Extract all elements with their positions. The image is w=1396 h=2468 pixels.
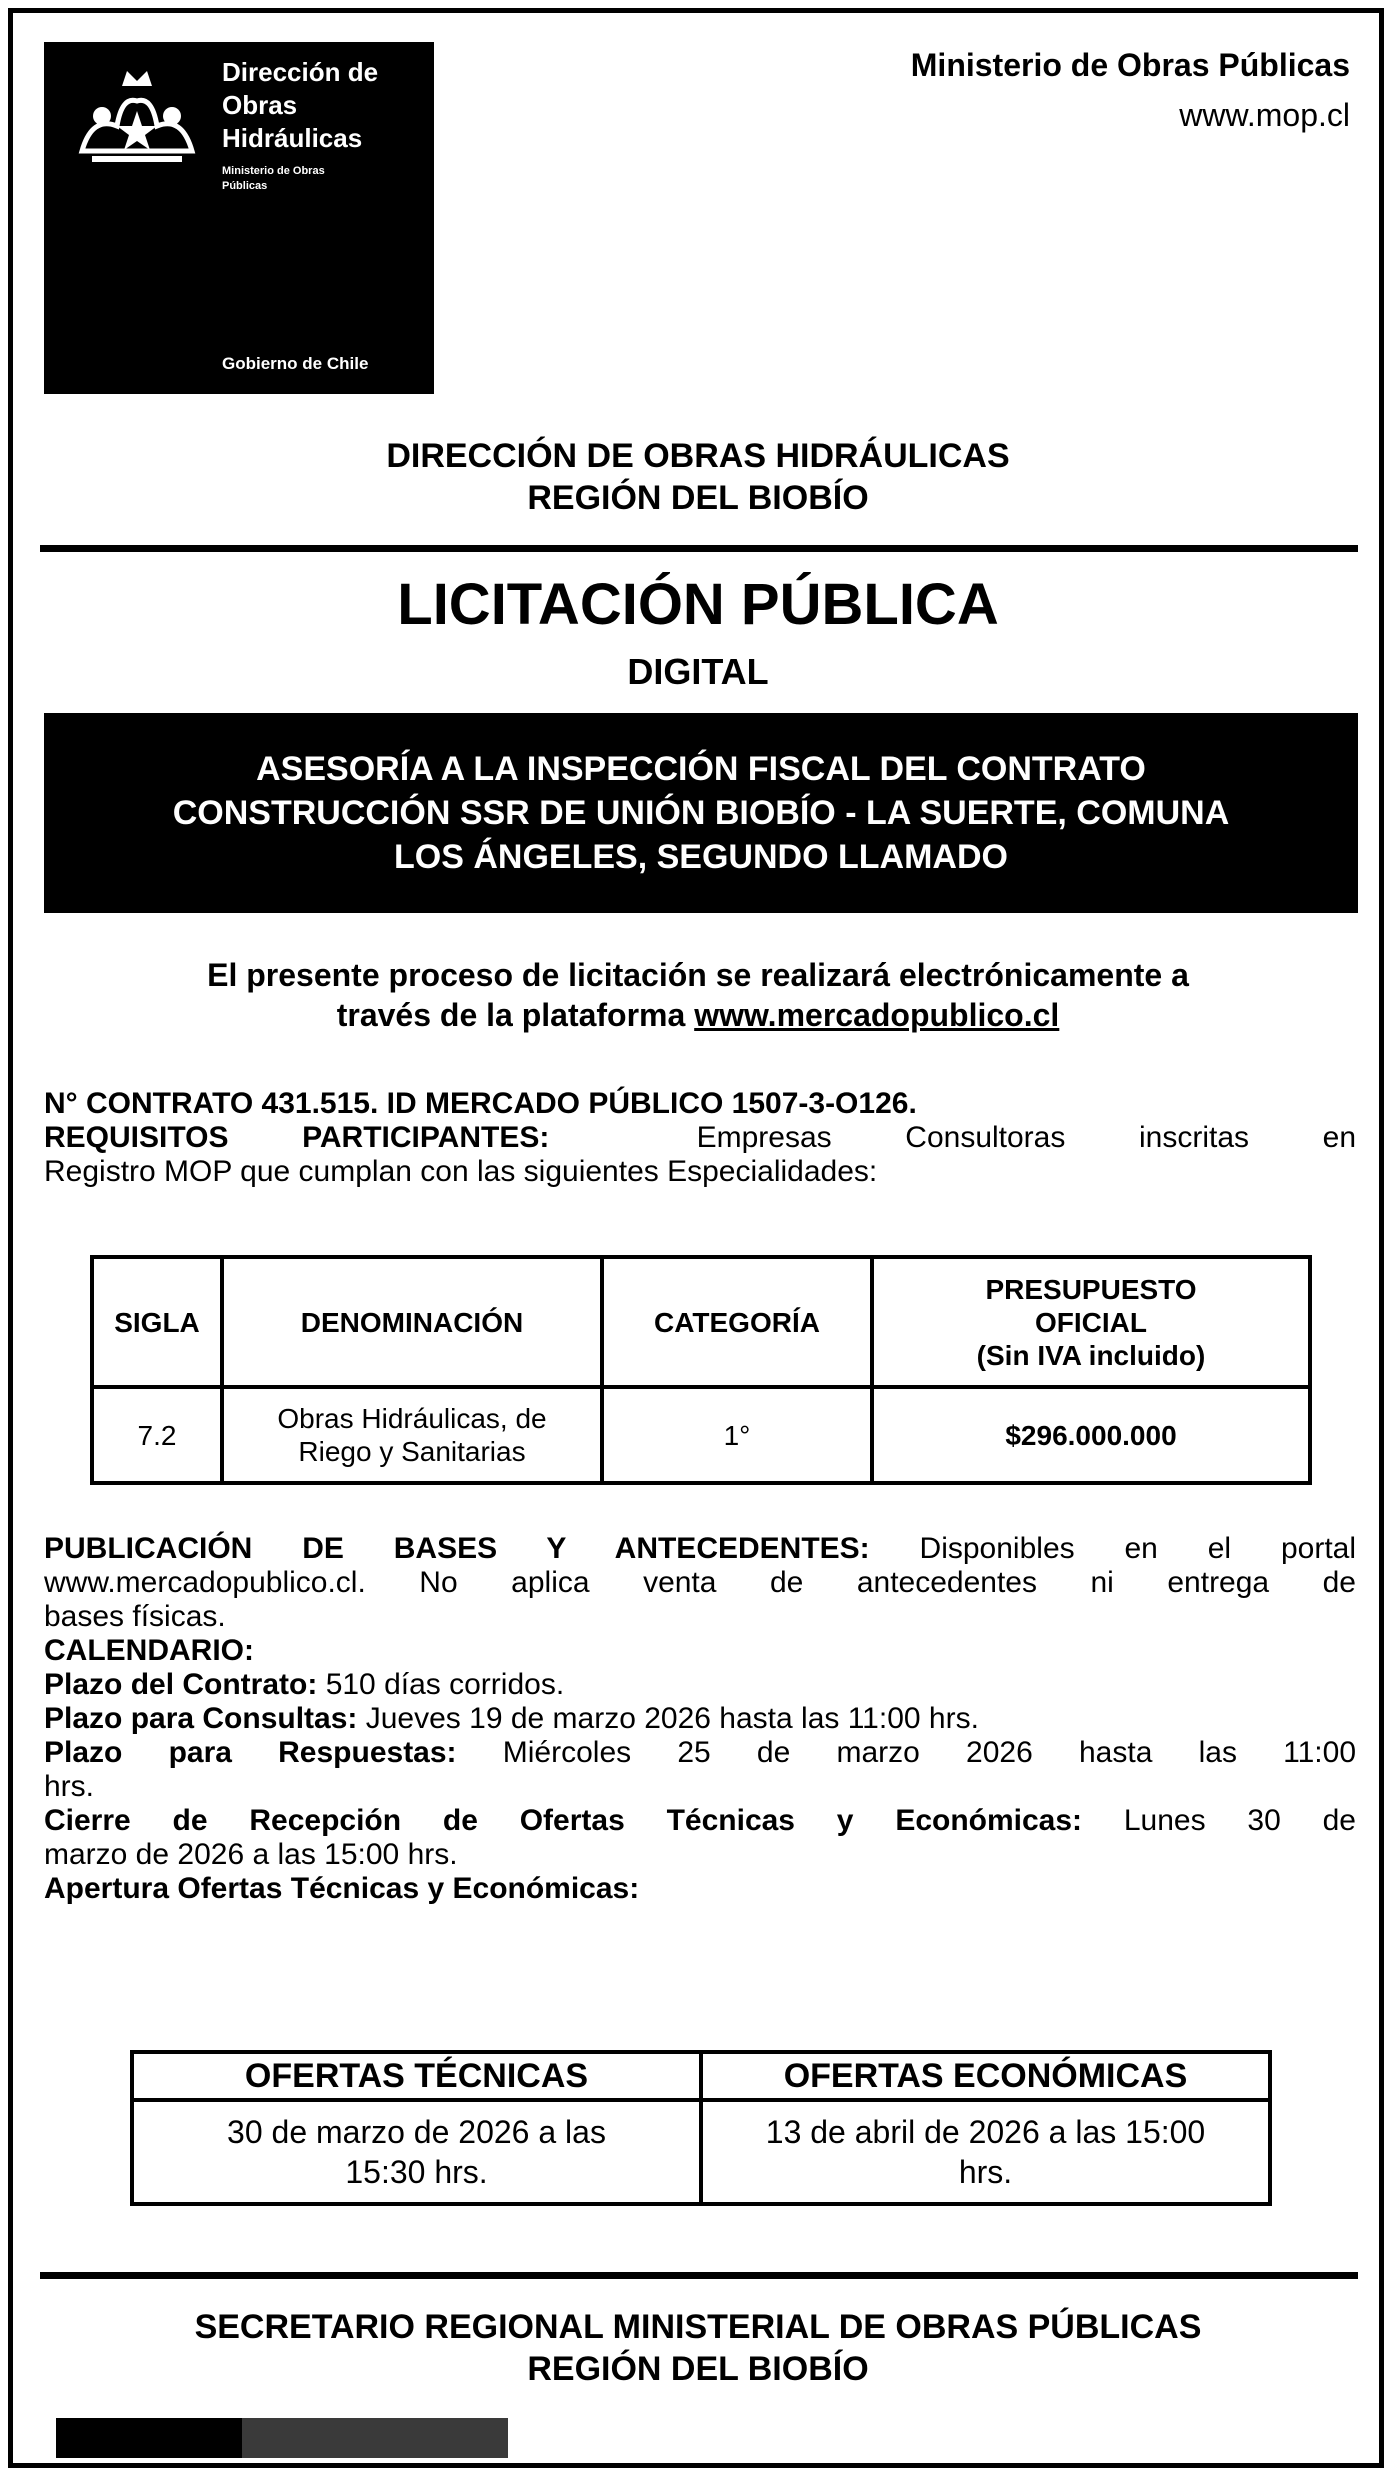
contract-line: N° CONTRATO 431.515. ID MERCADO PÚBLICO 1507-3-O126. [44, 1087, 917, 1120]
consultas-label: Plazo para Consultas: [44, 1702, 358, 1735]
logo-subline-1: Ministerio de Obras [222, 165, 325, 177]
cell-economicas-1: 13 de abril de 2026 a las 15:00 [765, 2114, 1206, 2150]
requirements-text: Empresas Consultoras inscritas en [696, 1121, 1357, 1154]
cell-denominacion [222, 1387, 602, 1483]
col-ofertas-tecnicas: OFERTAS TÉCNICAS [132, 2052, 701, 2100]
col-sigla: SIGLA [92, 1257, 222, 1387]
cierre-label: Cierre de Recepción de Ofertas Técnicas y Económicas: [44, 1804, 1083, 1837]
contract-banner [44, 713, 1358, 913]
plazo-contrato-value: 510 días corridos. [325, 1668, 565, 1701]
banner-line-2: CONSTRUCCIÓN SSR DE UNIÓN BIOBÍO - LA SUERTE, COMUNA [172, 794, 1230, 832]
plazo-contrato-label: Plazo del Contrato: [44, 1668, 318, 1701]
publication-block [44, 1532, 1356, 1906]
col-denominacion: DENOMINACIÓN [222, 1257, 602, 1387]
cell-economicas [701, 2100, 1270, 2204]
col-presupuesto [872, 1257, 1310, 1387]
respuestas-value-2: hrs. [44, 1770, 95, 1803]
cell-denominacion-1: Obras Hidráulicas, de [277, 1403, 547, 1434]
divider-bottom [40, 2272, 1358, 2279]
coat-of-arms-icon [62, 56, 212, 186]
apertura-label: Apertura Ofertas Técnicas y Económicas: [44, 1872, 640, 1905]
ministry-block [911, 40, 1350, 140]
respuestas-label: Plazo para Respuestas: [44, 1736, 457, 1769]
cell-categoria: 1° [602, 1387, 872, 1483]
ministry-name: Ministerio de Obras Públicas [910, 47, 1350, 83]
col-ofertas-economicas: OFERTAS ECONÓMICAS [701, 2052, 1270, 2100]
title-sub: DIGITAL [627, 651, 769, 692]
publication-label: PUBLICACIÓN DE BASES Y ANTECEDENTES: [44, 1532, 870, 1565]
banner-line-3: LOS ÁNGELES, SEGUNDO LLAMADO [394, 838, 1008, 876]
publication-text-2: www.mercadopublico.cl. No aplica venta de antecedentes ni entrega de [44, 1566, 1356, 1599]
footer-line-2: REGIÓN DEL BIOBÍO [527, 2350, 869, 2388]
table-row [132, 2100, 1270, 2204]
specialties-table [90, 1255, 1312, 1485]
col-presupuesto-3: (Sin IVA incluido) [976, 1339, 1206, 1371]
cell-presupuesto: $296.000.000 [872, 1387, 1310, 1483]
cell-tecnicas-1: 30 de marzo de 2026 a las [227, 2114, 606, 2150]
cierre-value-1: Lunes 30 de [1123, 1804, 1356, 1837]
table-row [92, 1387, 1310, 1483]
dop-logo [44, 42, 434, 394]
notice-text [40, 955, 1356, 1035]
requirements-text-2: Registro MOP que cumplan con las siguientes Especialidades: [44, 1155, 878, 1188]
cell-tecnicas-2: 15:30 hrs. [345, 2154, 488, 2190]
logo-line-3: Hidráulicas [222, 123, 363, 153]
logo-line-1: Dirección de [222, 57, 379, 87]
divider-top [40, 545, 1358, 552]
footer-logo-dark [56, 2418, 242, 2458]
col-presupuesto-1: PRESUPUESTO [985, 1273, 1197, 1305]
cierre-value-2: marzo de 2026 a las 15:00 hrs. [44, 1838, 458, 1871]
cell-denominacion-2: Riego y Sanitarias [298, 1436, 526, 1467]
logo-government: Gobierno de Chile [222, 354, 369, 373]
mercadopublico-link[interactable]: www.mercadopublico.cl [694, 997, 1060, 1033]
footer-line-1: SECRETARIO REGIONAL MINISTERIAL DE OBRAS PÚBLICAS [194, 2308, 1202, 2346]
notice-line-2: través de la plataforma [336, 997, 686, 1033]
cell-tecnicas [132, 2100, 701, 2204]
opening-table [130, 2050, 1272, 2206]
title-main: LICITACIÓN PÚBLICA [397, 572, 999, 637]
heading [40, 435, 1356, 519]
heading-line-1: DIRECCIÓN DE OBRAS HIDRÁULICAS [386, 437, 1010, 475]
requirements-label: REQUISITOS PARTICIPANTES: [44, 1121, 550, 1154]
banner-line-1: ASESORÍA A LA INSPECCIÓN FISCAL DEL CONTRATO [256, 750, 1146, 788]
notice-line-1: El presente proceso de licitación se realizará electrónicamente a [207, 957, 1189, 993]
col-categoria: CATEGORÍA [602, 1257, 872, 1387]
publication-text-1: Disponibles en el portal [919, 1532, 1356, 1565]
heading-line-2: REGIÓN DEL BIOBÍO [527, 479, 869, 517]
contract-info [44, 1087, 1356, 1189]
consultas-value: Jueves 19 de marzo 2026 hasta las 11:00 hrs. [365, 1702, 979, 1735]
footer [40, 2306, 1356, 2390]
ministry-url[interactable]: www.mop.cl [1179, 97, 1350, 133]
cell-economicas-2: hrs. [958, 2154, 1013, 2190]
footer-logo-gray [242, 2418, 508, 2458]
publication-text-3: bases físicas. [44, 1600, 226, 1633]
calendar-label: CALENDARIO: [44, 1634, 254, 1667]
logo-subline-2: Públicas [222, 180, 268, 192]
respuestas-value-1: Miércoles 25 de marzo 2026 hasta las 11:00 [502, 1736, 1356, 1769]
cell-sigla: 7.2 [92, 1387, 222, 1483]
col-presupuesto-2: OFICIAL [1035, 1306, 1147, 1338]
logo-line-2: Obras [222, 90, 298, 120]
